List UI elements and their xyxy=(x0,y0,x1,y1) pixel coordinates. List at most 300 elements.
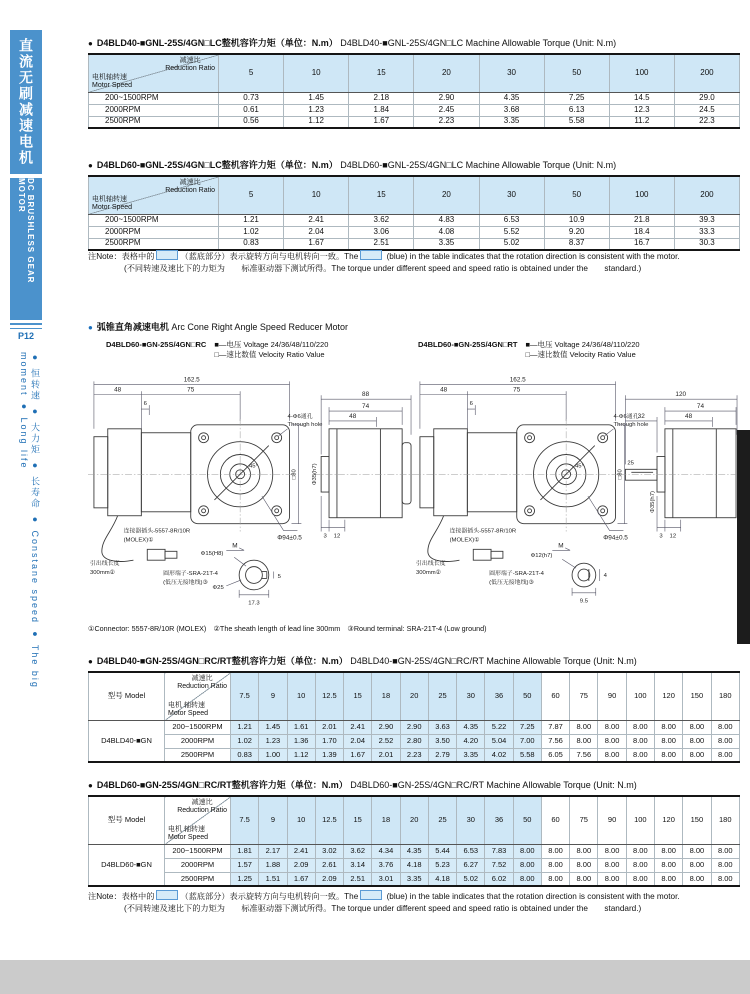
ratio-header: 15 xyxy=(349,176,414,214)
bullet-icon: ● xyxy=(88,657,93,666)
ratio-header: 100 xyxy=(626,796,654,844)
torque-value: 3.35 xyxy=(400,872,428,886)
variant-rt-label xyxy=(418,340,640,360)
torque-value: 2.90 xyxy=(372,720,400,734)
ratio-header: 90 xyxy=(598,796,626,844)
torque-value: 5.04 xyxy=(485,734,513,748)
torque-table-container xyxy=(88,175,740,251)
svg-text:4: 4 xyxy=(603,572,607,579)
model-cell: D4BLD60-■GN xyxy=(89,844,165,886)
torque-value: 8.00 xyxy=(711,872,739,886)
svg-text:Φ94±0.5: Φ94±0.5 xyxy=(603,534,628,542)
model-header: 型号 Model xyxy=(89,796,165,844)
torque-value: 3.76 xyxy=(372,858,400,872)
torque-value: 2.90 xyxy=(414,92,479,104)
torque-value: 3.35 xyxy=(414,238,479,250)
speed-cell: 2000RPM xyxy=(165,858,231,872)
ratio-header: 15 xyxy=(344,672,372,720)
table-row xyxy=(89,214,740,226)
torque-value: 29.0 xyxy=(674,92,739,104)
svg-text:M: M xyxy=(232,542,238,550)
torque-value: 5.52 xyxy=(479,226,544,238)
table-title-en: D4BLD40-■GN-25S/4GN□RC/RT Machine Allowable Torque (Unit: N.m) xyxy=(350,656,637,666)
torque-value: 8.00 xyxy=(626,720,654,734)
torque-value: 3.01 xyxy=(372,872,400,886)
torque-value: 8.00 xyxy=(711,844,739,858)
torque-value: 2.90 xyxy=(400,720,428,734)
ratio-speed-header: 减速比 Reduction Ratio 电机轴转速 Motor Speed xyxy=(89,54,219,92)
blue-swatch xyxy=(156,250,178,260)
torque-value: 4.20 xyxy=(457,734,485,748)
table-title-cn: D4BLD60-■GNL-25S/4GN□LC整机容许力矩（单位：N.m） xyxy=(96,160,338,170)
torque-table-container xyxy=(88,53,740,129)
torque-table-block-4 xyxy=(88,778,740,887)
torque-value: 4.18 xyxy=(400,858,428,872)
note-line-1: 注Note：表格中的 （蓝底部分）表示旋转方向与电机转向一致。The (blue) in the table indicates that the rotation direction is consistent with the motor. xyxy=(88,252,680,261)
model-header: 型号 Model xyxy=(89,672,165,720)
torque-value: 8.00 xyxy=(598,844,626,858)
ratio-header: 100 xyxy=(609,54,674,92)
torque-value: 5.22 xyxy=(485,720,513,734)
torque-value: 4.35 xyxy=(479,92,544,104)
torque-value: 2.23 xyxy=(414,116,479,128)
torque-value: 8.00 xyxy=(683,748,711,762)
ratio-header: 9 xyxy=(259,796,287,844)
torque-value: 7.83 xyxy=(485,844,513,858)
svg-text:(低压无接地线)③: (低压无接地线)③ xyxy=(163,579,208,586)
speed-cell: 2500RPM xyxy=(89,116,219,128)
svg-text:Through hole: Through hole xyxy=(287,421,323,428)
torque-value: 4.83 xyxy=(414,214,479,226)
technical-drawings xyxy=(88,370,740,620)
torque-value: 8.00 xyxy=(683,720,711,734)
torque-value: 2.41 xyxy=(284,214,349,226)
ratio-header: 75 xyxy=(570,796,598,844)
torque-value: 2.52 xyxy=(372,734,400,748)
torque-value: 1.88 xyxy=(259,858,287,872)
ratio-header: 120 xyxy=(654,796,682,844)
ratio-legend: □—速比数值 Velocity Ratio Value xyxy=(525,349,636,359)
table-row xyxy=(89,858,740,872)
torque-value: 6.53 xyxy=(457,844,485,858)
torque-value: 1.23 xyxy=(259,734,287,748)
ratio-header: 5 xyxy=(219,176,284,214)
ratio-speed-header: 减速比 Reduction Ratio 电机 轴转速 Motor Speed xyxy=(165,796,231,844)
voltage-legend: ■—电压 Voltage 24/36/48/110/220 xyxy=(525,340,640,349)
torque-value: 6.05 xyxy=(541,748,569,762)
torque-value: 1.23 xyxy=(284,104,349,116)
torque-value: 2.01 xyxy=(372,748,400,762)
table-row xyxy=(89,872,740,886)
rc-front-view xyxy=(88,376,323,550)
torque-value: 8.00 xyxy=(626,734,654,748)
torque-value: 7.00 xyxy=(513,734,541,748)
blue-swatch xyxy=(360,890,382,900)
torque-value: 4.34 xyxy=(372,844,400,858)
speed-cell: 2000RPM xyxy=(89,104,219,116)
torque-value: 3.06 xyxy=(349,226,414,238)
svg-text:48: 48 xyxy=(685,412,693,420)
torque-value: 1.45 xyxy=(259,720,287,734)
ratio-header: 180 xyxy=(711,796,739,844)
ratio-header: 150 xyxy=(683,796,711,844)
blue-bullet-icon: ● xyxy=(88,323,93,332)
torque-value: 8.37 xyxy=(544,238,609,250)
svg-text:□80: □80 xyxy=(617,469,624,480)
ratio-header: 25 xyxy=(428,796,456,844)
ratio-header: 200 xyxy=(674,54,739,92)
torque-value: 4.02 xyxy=(485,748,513,762)
svg-text:引出线长度: 引出线长度 xyxy=(415,561,446,568)
svg-text:12: 12 xyxy=(333,533,341,540)
torque-value: 8.00 xyxy=(654,720,682,734)
torque-value: 0.61 xyxy=(219,104,284,116)
torque-value: 8.00 xyxy=(570,720,598,734)
torque-value: 0.73 xyxy=(219,92,284,104)
svg-text:4-Φ6通孔: 4-Φ6通孔 xyxy=(613,413,639,420)
note-line-2: (不同转速及速比下的力矩为 标准驱动器下测试所得。The torque under different speed and speed ratio is obtained under the standard.) xyxy=(124,264,642,274)
torque-value: 8.00 xyxy=(598,720,626,734)
torque-value: 8.00 xyxy=(570,858,598,872)
torque-value: 1.81 xyxy=(231,844,259,858)
ratio-header: 60 xyxy=(541,796,569,844)
svg-text:Φ25: Φ25 xyxy=(212,584,224,591)
svg-text:74: 74 xyxy=(696,403,705,411)
section-header xyxy=(88,320,740,333)
note-2 xyxy=(88,890,740,916)
ratio-header: 100 xyxy=(609,176,674,214)
torque-value: 1.36 xyxy=(287,734,315,748)
rc-side-view xyxy=(312,391,414,539)
ratio-header: 30 xyxy=(457,796,485,844)
header-row xyxy=(89,796,740,844)
torque-value: 6.02 xyxy=(485,872,513,886)
table-row xyxy=(89,92,740,104)
torque-table xyxy=(88,795,740,887)
torque-value: 1.39 xyxy=(315,748,343,762)
torque-value: 6.53 xyxy=(479,214,544,226)
torque-value: 1.21 xyxy=(231,720,259,734)
svg-text:300mm②: 300mm② xyxy=(89,570,115,577)
svg-text:45°: 45° xyxy=(575,463,584,470)
table-row xyxy=(89,226,740,238)
torque-value: 8.00 xyxy=(711,858,739,872)
header-row xyxy=(89,54,740,92)
ratio-header: 7.5 xyxy=(231,796,259,844)
torque-value: 8.00 xyxy=(598,734,626,748)
ratio-header: 10 xyxy=(287,796,315,844)
torque-value: 8.00 xyxy=(711,748,739,762)
svg-text:6: 6 xyxy=(143,401,147,408)
ratio-header: 7.5 xyxy=(231,672,259,720)
svg-text:连接器插头-5557-8R/10R: 连接器插头-5557-8R/10R xyxy=(449,528,517,535)
torque-value: 8.00 xyxy=(683,872,711,886)
svg-text:75: 75 xyxy=(513,386,521,394)
table-title xyxy=(88,36,740,49)
ratio-header: 30 xyxy=(479,176,544,214)
speed-cell: 2500RPM xyxy=(165,872,231,886)
torque-value: 8.00 xyxy=(654,844,682,858)
ratio-header: 36 xyxy=(485,796,513,844)
table-row xyxy=(89,104,740,116)
torque-value: 2.09 xyxy=(315,872,343,886)
torque-value: 3.50 xyxy=(428,734,456,748)
table-title-en: D4BLD40-■GNL-25S/4GN□LC Machine Allowable Torque (Unit: N.m) xyxy=(340,38,617,48)
variant-model: D4BLD60-■GN-25S/4GN□RC xyxy=(106,340,207,349)
ratio-header: 10 xyxy=(284,176,349,214)
torque-value: 9.20 xyxy=(544,226,609,238)
torque-value: 8.00 xyxy=(626,844,654,858)
torque-value: 8.00 xyxy=(626,872,654,886)
ratio-header: 9 xyxy=(259,672,287,720)
ratio-header: 36 xyxy=(485,672,513,720)
speed-cell: 2500RPM xyxy=(165,748,231,762)
torque-table xyxy=(88,671,740,763)
torque-value: 4.08 xyxy=(414,226,479,238)
ratio-header: 200 xyxy=(674,176,739,214)
speed-cell: 2000RPM xyxy=(89,226,219,238)
torque-value: 8.00 xyxy=(711,734,739,748)
torque-value: 8.00 xyxy=(654,748,682,762)
rt-drawing xyxy=(414,370,740,620)
torque-value: 14.5 xyxy=(609,92,674,104)
svg-text:连接器插头-5557-8R/10R: 连接器插头-5557-8R/10R xyxy=(123,528,191,535)
svg-text:(MOLEX)①: (MOLEX)① xyxy=(123,537,154,544)
ratio-header: 20 xyxy=(400,672,428,720)
table-row xyxy=(89,720,740,734)
torque-value: 5.02 xyxy=(457,872,485,886)
table-title-cn: D4BLD40-■GN-25S/4GN□RC/RT整机容许力矩（单位：N.m） xyxy=(96,656,348,666)
svg-text:Φ94±0.5: Φ94±0.5 xyxy=(277,534,302,542)
speed-cell: 200~1500RPM xyxy=(89,214,219,226)
torque-value: 8.00 xyxy=(683,844,711,858)
svg-text:引出线长度: 引出线长度 xyxy=(89,561,120,568)
torque-value: 3.02 xyxy=(315,844,343,858)
torque-value: 3.68 xyxy=(479,104,544,116)
torque-value: 30.3 xyxy=(674,238,739,250)
torque-value: 6.13 xyxy=(544,104,609,116)
torque-value: 1.67 xyxy=(287,872,315,886)
svg-text:120: 120 xyxy=(675,391,687,399)
torque-value: 3.63 xyxy=(428,720,456,734)
torque-value: 8.00 xyxy=(711,720,739,734)
svg-text:17.3: 17.3 xyxy=(248,600,260,607)
torque-value: 5.02 xyxy=(479,238,544,250)
torque-value: 8.00 xyxy=(683,858,711,872)
svg-text:75: 75 xyxy=(187,386,195,394)
ratio-header: 10 xyxy=(284,54,349,92)
torque-value: 2.18 xyxy=(349,92,414,104)
torque-value: 1.02 xyxy=(219,226,284,238)
ratio-header: 150 xyxy=(683,672,711,720)
header-row xyxy=(89,672,740,720)
ratio-header: 18 xyxy=(372,796,400,844)
table-row xyxy=(89,734,740,748)
svg-text:162.5: 162.5 xyxy=(183,376,200,384)
svg-text:Φ35(h7): Φ35(h7) xyxy=(650,491,657,513)
ratio-header: 50 xyxy=(513,796,541,844)
torque-value: 2.80 xyxy=(400,734,428,748)
table-title-cn: D4BLD40-■GNL-25S/4GN□LC整机容许力矩（单位：N.m） xyxy=(96,38,338,48)
svg-text:88: 88 xyxy=(362,391,370,399)
ratio-header: 100 xyxy=(626,672,654,720)
torque-value: 8.00 xyxy=(598,748,626,762)
note-line-1: 注Note：表格中的 （蓝底部分）表示旋转方向与电机转向一致。The (blue) in the table indicates that the rotation direction is consistent with the motor. xyxy=(88,892,680,901)
speed-cell: 2000RPM xyxy=(165,734,231,748)
torque-value: 3.62 xyxy=(344,844,372,858)
torque-value: 24.5 xyxy=(674,104,739,116)
sidebar-title-cn: 直流无刷减速电机 xyxy=(10,30,42,174)
table-title xyxy=(88,158,740,171)
note-line-2: (不同转速及速比下的力矩为 标准驱动器下测试所得。The torque under different speed and speed ratio is obtained under the standard.) xyxy=(124,904,642,914)
torque-value: 8.00 xyxy=(598,858,626,872)
speed-cell: 200~1500RPM xyxy=(165,844,231,858)
torque-value: 1.12 xyxy=(284,116,349,128)
torque-value: 10.9 xyxy=(544,214,609,226)
torque-value: 39.3 xyxy=(674,214,739,226)
svg-text:3: 3 xyxy=(659,533,663,540)
torque-value: 6.27 xyxy=(457,858,485,872)
torque-value: 1.84 xyxy=(349,104,414,116)
blue-swatch xyxy=(156,890,178,900)
torque-value: 1.67 xyxy=(349,116,414,128)
table-row xyxy=(89,116,740,128)
svg-text:Φ12(h7): Φ12(h7) xyxy=(530,553,553,560)
torque-value: 8.00 xyxy=(570,872,598,886)
ratio-header: 15 xyxy=(349,54,414,92)
ratio-header: 5 xyxy=(219,54,284,92)
torque-value: 3.35 xyxy=(457,748,485,762)
ratio-header: 50 xyxy=(513,672,541,720)
torque-value: 7.87 xyxy=(541,720,569,734)
speed-cell: 200~1500RPM xyxy=(165,720,231,734)
sidebar-features: ● 恒转速 ● 大力矩 ● 长寿命 ● Constane speed ● The big moment ● Long life xyxy=(19,352,40,689)
torque-value: 4.35 xyxy=(457,720,485,734)
svg-text:12: 12 xyxy=(669,533,677,540)
torque-value: 1.51 xyxy=(259,872,287,886)
torque-value: 11.2 xyxy=(609,116,674,128)
rc-connector-callouts xyxy=(90,516,219,586)
torque-value: 2.09 xyxy=(287,858,315,872)
torque-value: 4.35 xyxy=(400,844,428,858)
variant-rc-label xyxy=(106,340,328,360)
torque-value: 1.25 xyxy=(231,872,259,886)
torque-value: 1.21 xyxy=(219,214,284,226)
svg-text:Through hole: Through hole xyxy=(613,421,649,428)
torque-value: 2.79 xyxy=(428,748,456,762)
note-1 xyxy=(88,250,740,276)
ratio-header: 20 xyxy=(414,176,479,214)
table-title-en: D4BLD60-■GN-25S/4GN□RC/RT Machine Allowable Torque (Unit: N.m) xyxy=(350,780,637,790)
svg-text:(MOLEX)①: (MOLEX)① xyxy=(449,537,480,544)
torque-value: 8.00 xyxy=(570,844,598,858)
svg-text:25: 25 xyxy=(627,460,634,467)
torque-value: 8.00 xyxy=(513,844,541,858)
section-title-cn: 弧锥直角减速电机 xyxy=(96,322,169,332)
torque-value: 1.57 xyxy=(231,858,259,872)
svg-text:48: 48 xyxy=(114,386,122,394)
torque-value: 3.62 xyxy=(349,214,414,226)
torque-table xyxy=(88,53,740,129)
torque-table-block-3 xyxy=(88,654,740,763)
torque-value: 8.00 xyxy=(626,748,654,762)
speed-cell: 200~1500RPM xyxy=(89,92,219,104)
ratio-header: 50 xyxy=(544,176,609,214)
torque-table xyxy=(88,175,740,251)
torque-value: 1.45 xyxy=(284,92,349,104)
svg-text:45°: 45° xyxy=(249,463,258,470)
torque-value: 0.56 xyxy=(219,116,284,128)
table-title-cn: D4BLD60-■GN-25S/4GN□RC/RT整机容许力矩（单位：N.m） xyxy=(96,780,348,790)
table-title-en: D4BLD60-■GNL-25S/4GN□LC Machine Allowable Torque (Unit: N.m) xyxy=(340,160,617,170)
ratio-header: 75 xyxy=(570,672,598,720)
ratio-header: 90 xyxy=(598,672,626,720)
ratio-header: 10 xyxy=(287,672,315,720)
ratio-header: 50 xyxy=(544,54,609,92)
torque-value: 1.12 xyxy=(287,748,315,762)
torque-value: 1.67 xyxy=(344,748,372,762)
ratio-header: 60 xyxy=(541,672,569,720)
torque-value: 8.00 xyxy=(683,734,711,748)
ratio-header: 15 xyxy=(344,796,372,844)
ratio-header: 30 xyxy=(457,672,485,720)
torque-value: 1.00 xyxy=(259,748,287,762)
svg-text:300mm②: 300mm② xyxy=(415,570,441,577)
svg-text:48: 48 xyxy=(349,412,357,420)
ratio-legend: □—速比数值 Velocity Ratio Value xyxy=(214,349,325,359)
torque-table-block-1 xyxy=(88,36,740,129)
table-row xyxy=(89,844,740,858)
svg-text:9.5: 9.5 xyxy=(579,598,589,605)
torque-value: 8.00 xyxy=(598,872,626,886)
torque-value: 8.00 xyxy=(541,844,569,858)
torque-value: 8.00 xyxy=(541,858,569,872)
page-edge-tab xyxy=(737,430,750,644)
torque-value: 1.61 xyxy=(287,720,315,734)
svg-text:M: M xyxy=(558,542,564,550)
torque-value: 8.00 xyxy=(513,858,541,872)
variant-model: D4BLD60-■GN-25S/4GN□RT xyxy=(418,340,518,349)
bullet-icon: ● xyxy=(88,39,93,48)
torque-value: 2.17 xyxy=(259,844,287,858)
svg-text:Φ15(H8): Φ15(H8) xyxy=(200,551,224,558)
torque-value: 2.23 xyxy=(400,748,428,762)
torque-value: 8.00 xyxy=(513,872,541,886)
torque-value: 5.44 xyxy=(428,844,456,858)
torque-value: 7.56 xyxy=(570,748,598,762)
torque-value: 7.56 xyxy=(541,734,569,748)
torque-table-container xyxy=(88,795,740,887)
ratio-header: 12.5 xyxy=(315,672,343,720)
torque-value: 7.52 xyxy=(485,858,513,872)
page-footer-bar xyxy=(0,960,750,994)
page-number: P12 xyxy=(17,331,34,341)
rt-shaft-detail xyxy=(531,553,608,604)
torque-value: 3.35 xyxy=(479,116,544,128)
torque-value: 7.25 xyxy=(513,720,541,734)
variant-legend xyxy=(214,340,328,360)
svg-text:圆形端子-SRA-21T-4: 圆形端子-SRA-21T-4 xyxy=(163,571,218,578)
ratio-header: 12.5 xyxy=(315,796,343,844)
torque-value: 2.41 xyxy=(287,844,315,858)
table-title xyxy=(88,654,740,667)
torque-value: 4.18 xyxy=(428,872,456,886)
variant-labels xyxy=(88,340,740,366)
ratio-header: 18 xyxy=(372,672,400,720)
rc-drawing xyxy=(88,370,414,620)
ratio-header: 20 xyxy=(414,54,479,92)
torque-value: 8.00 xyxy=(654,858,682,872)
